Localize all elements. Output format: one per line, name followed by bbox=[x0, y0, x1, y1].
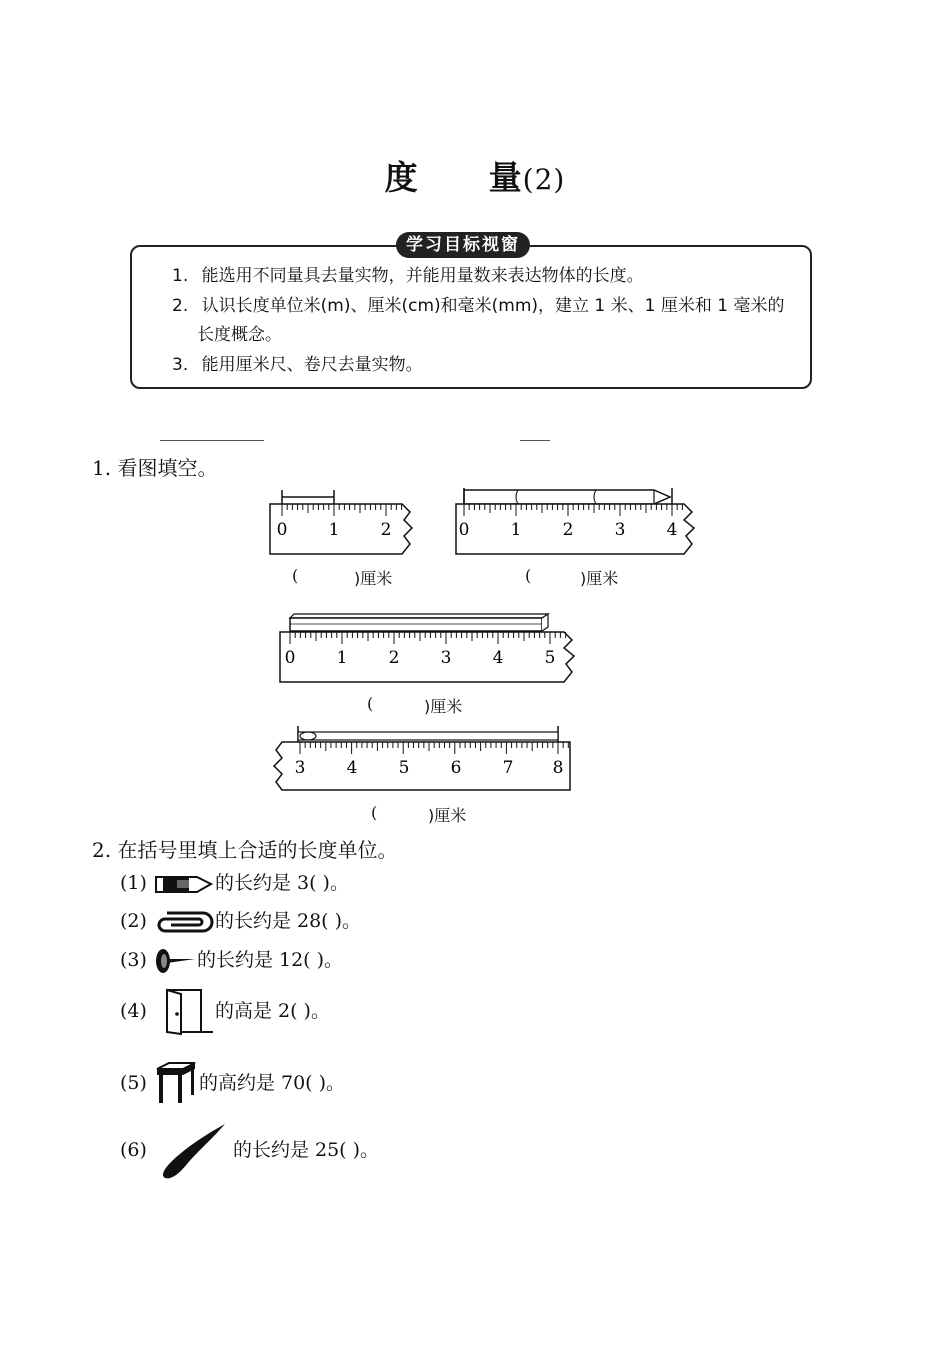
tick-label: 7 bbox=[502, 758, 514, 778]
item-text[interactable]: 的长约是 3( )。 bbox=[214, 872, 349, 894]
measured-object bbox=[282, 490, 334, 504]
q2-item-5 bbox=[120, 1061, 345, 1107]
q2-item-1 bbox=[120, 868, 349, 896]
goal-number: 3. bbox=[172, 355, 189, 375]
title-char-1: 度 bbox=[384, 158, 419, 197]
tick-label: 2 bbox=[388, 648, 400, 668]
q2-item-2 bbox=[120, 906, 361, 935]
tick-label: 3 bbox=[294, 758, 306, 778]
title-char-2: 量 bbox=[488, 158, 523, 197]
title-number: (2) bbox=[522, 163, 566, 196]
goal-text: 能选用不同量具去量实物，并能用量数来表达物体的长度。 bbox=[201, 266, 644, 286]
answer-unit: )厘米 bbox=[424, 697, 463, 716]
answer-unit: )厘米 bbox=[354, 569, 393, 588]
eraser-icon bbox=[153, 872, 215, 896]
table-icon bbox=[153, 1061, 199, 1107]
tick-label: 1 bbox=[336, 648, 348, 668]
question-2-heading: 2. 在括号里填上合适的长度单位。 bbox=[92, 838, 398, 862]
tick-label: 4 bbox=[492, 648, 504, 668]
goal-text: 认识长度单位米(m)、厘米(cm)和毫米(mm)，建立 1 米、1 厘米和 1 毫米的 bbox=[201, 296, 785, 316]
goal-1 bbox=[172, 261, 644, 291]
item-number: (6) bbox=[120, 1139, 147, 1161]
item-number: (1) bbox=[120, 872, 147, 894]
ruler-figure-2 bbox=[448, 484, 708, 560]
tick-label: 4 bbox=[666, 520, 678, 540]
answer-open-paren: ( bbox=[525, 566, 532, 585]
tick-label: 5 bbox=[544, 648, 556, 668]
paperclip-icon bbox=[153, 909, 215, 935]
pushpin-icon bbox=[153, 946, 197, 976]
q2-item-4 bbox=[120, 988, 330, 1036]
q2-item-3 bbox=[120, 945, 343, 976]
answer-blank[interactable] bbox=[354, 566, 392, 589]
item-text[interactable]: 的长约是 25( )。 bbox=[232, 1139, 380, 1161]
tick-label: 5 bbox=[398, 758, 410, 778]
ruler-body bbox=[280, 632, 574, 682]
tick-label: 0 bbox=[458, 520, 470, 540]
answer-blank[interactable] bbox=[580, 566, 618, 589]
goal-2 bbox=[172, 291, 812, 321]
ruler-figure-4 bbox=[268, 722, 578, 798]
ruler-body bbox=[456, 504, 694, 554]
item-text[interactable]: 的长约是 28( )。 bbox=[214, 910, 362, 932]
ruler-body bbox=[274, 742, 570, 790]
divider bbox=[160, 440, 264, 441]
item-text[interactable]: 的长约是 12( )。 bbox=[196, 949, 344, 971]
tick-label: 2 bbox=[380, 520, 392, 540]
tick-label: 1 bbox=[328, 520, 340, 540]
divider bbox=[520, 440, 550, 441]
goal-number: 2. bbox=[172, 296, 189, 316]
answer-blank[interactable] bbox=[424, 694, 462, 717]
answer-open-paren: ( bbox=[371, 803, 378, 822]
ruler-figure-3 bbox=[272, 610, 592, 688]
tick-label: 2 bbox=[562, 520, 574, 540]
tick-label: 0 bbox=[284, 648, 296, 668]
question-1-heading: 1. 看图填空。 bbox=[92, 456, 218, 480]
goal-2-continued: 长度概念。 bbox=[197, 325, 282, 345]
goal-text: 能用厘米尺、卷尺去量实物。 bbox=[201, 355, 423, 375]
item-text[interactable]: 的高是 2( )。 bbox=[214, 1000, 330, 1022]
answer-unit: )厘米 bbox=[428, 806, 467, 825]
item-number: (3) bbox=[120, 949, 147, 971]
item-number: (5) bbox=[120, 1072, 147, 1094]
answer-open-paren: ( bbox=[292, 566, 299, 585]
goal-3 bbox=[172, 350, 423, 380]
tick-label: 1 bbox=[510, 520, 522, 540]
rod-object bbox=[290, 614, 548, 631]
tick-label: 0 bbox=[276, 520, 288, 540]
answer-open-paren: ( bbox=[367, 694, 374, 713]
page-title bbox=[0, 152, 950, 199]
item-number: (2) bbox=[120, 910, 147, 932]
door-icon bbox=[153, 988, 215, 1036]
tick-label: 3 bbox=[614, 520, 626, 540]
goal-number: 1. bbox=[172, 266, 189, 286]
tick-label: 8 bbox=[552, 758, 564, 778]
tick-label: 3 bbox=[440, 648, 452, 668]
learning-goals-badge: 学习目标视窗 bbox=[396, 232, 530, 258]
tick-label: 6 bbox=[450, 758, 462, 778]
item-number: (4) bbox=[120, 1000, 147, 1022]
q2-item-6 bbox=[120, 1120, 379, 1182]
answer-unit: )厘米 bbox=[580, 569, 619, 588]
answer-blank[interactable] bbox=[428, 803, 466, 826]
feather-icon bbox=[153, 1120, 233, 1182]
tick-label: 4 bbox=[346, 758, 358, 778]
ruler-figure-1 bbox=[262, 484, 422, 560]
item-text[interactable]: 的高约是 70( )。 bbox=[198, 1072, 346, 1094]
